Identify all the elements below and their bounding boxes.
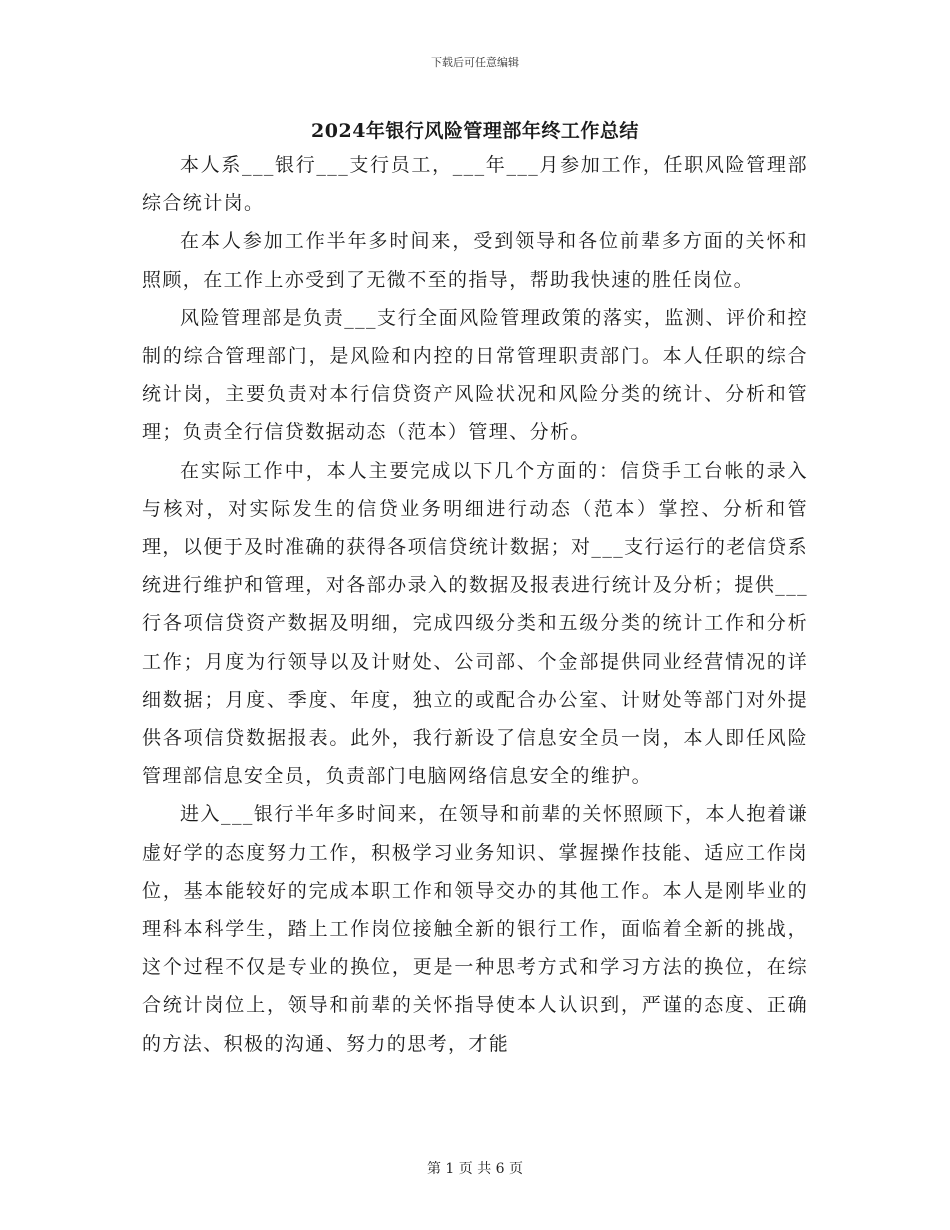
page-number: 第 1 页 共 6 页: [426, 1161, 524, 1177]
paragraph-5: 进入___银行半年多时间来，在领导和前辈的关怀照顾下，本人抱着谦虚好学的态度努力工作，积极学习业务知识、掌握操作技能、适应工作岗位，基本能较好的完成本职工作和领导交办的其他工作。本人是刚毕业的理科本科学生，踏上工作岗位接触全新的银行工作，面临着全新的挑战，这个过程不仅是专业的换位，更是一种思考方式和学习方法的换位，在综合统计岗位上，领导和前辈的关怀指导使本人认识到，严谨的态度、正确的方法、积极的沟通、努力的思考，才能: [142, 803, 808, 1055]
paragraph-4: 在实际工作中，本人主要完成以下几个方面的：信贷手工台帐的录入与核对，对实际发生的信贷业务明细进行动态（范本）掌控、分析和管理，以便于及时准确的获得各项信贷统计数据；对___支行运行的老信贷系统进行维护和管理，对各部办录入的数据及报表进行统计及分析；提供___行各项信贷资产数据及明细，完成四级分类和五级分类的统计工作和分析工作；月度为行领导以及计财处、公司部、个金部提供同业经营情况的详细数据；月度、季度、年度，独立的或配合办公室、计财处等部门对外提供各项信贷数据报表。此外，我行新设了信息安全员一岗，本人即任风险管理部信息安全员，负责部门电脑网络信息安全的维护。: [142, 459, 808, 788]
paragraph-1: 本人系___银行___支行员工，___年___月参加工作，任职风险管理部综合统计岗。: [142, 154, 808, 215]
document-title: 2024年银行风险管理部年终工作总结: [311, 120, 639, 142]
paragraph-3: 风险管理部是负责___支行全面风险管理政策的落实，监测、评价和控制的综合管理部门，是风险和内控的日常管理职责部门。本人任职的综合统计岗，主要负责对本行信贷资产风险状况和风险分类的统计、分析和管理；负责全行信贷数据动态（范本）管理、分析。: [142, 306, 808, 444]
paragraph-2: 在本人参加工作半年多时间来，受到领导和各位前辈多方面的关怀和照顾，在工作上亦受到了无微不至的指导，帮助我快速的胜任岗位。: [142, 230, 808, 291]
page-header-note: 下载后可任意编辑: [431, 56, 519, 69]
document-body: [142, 146, 808, 1063]
